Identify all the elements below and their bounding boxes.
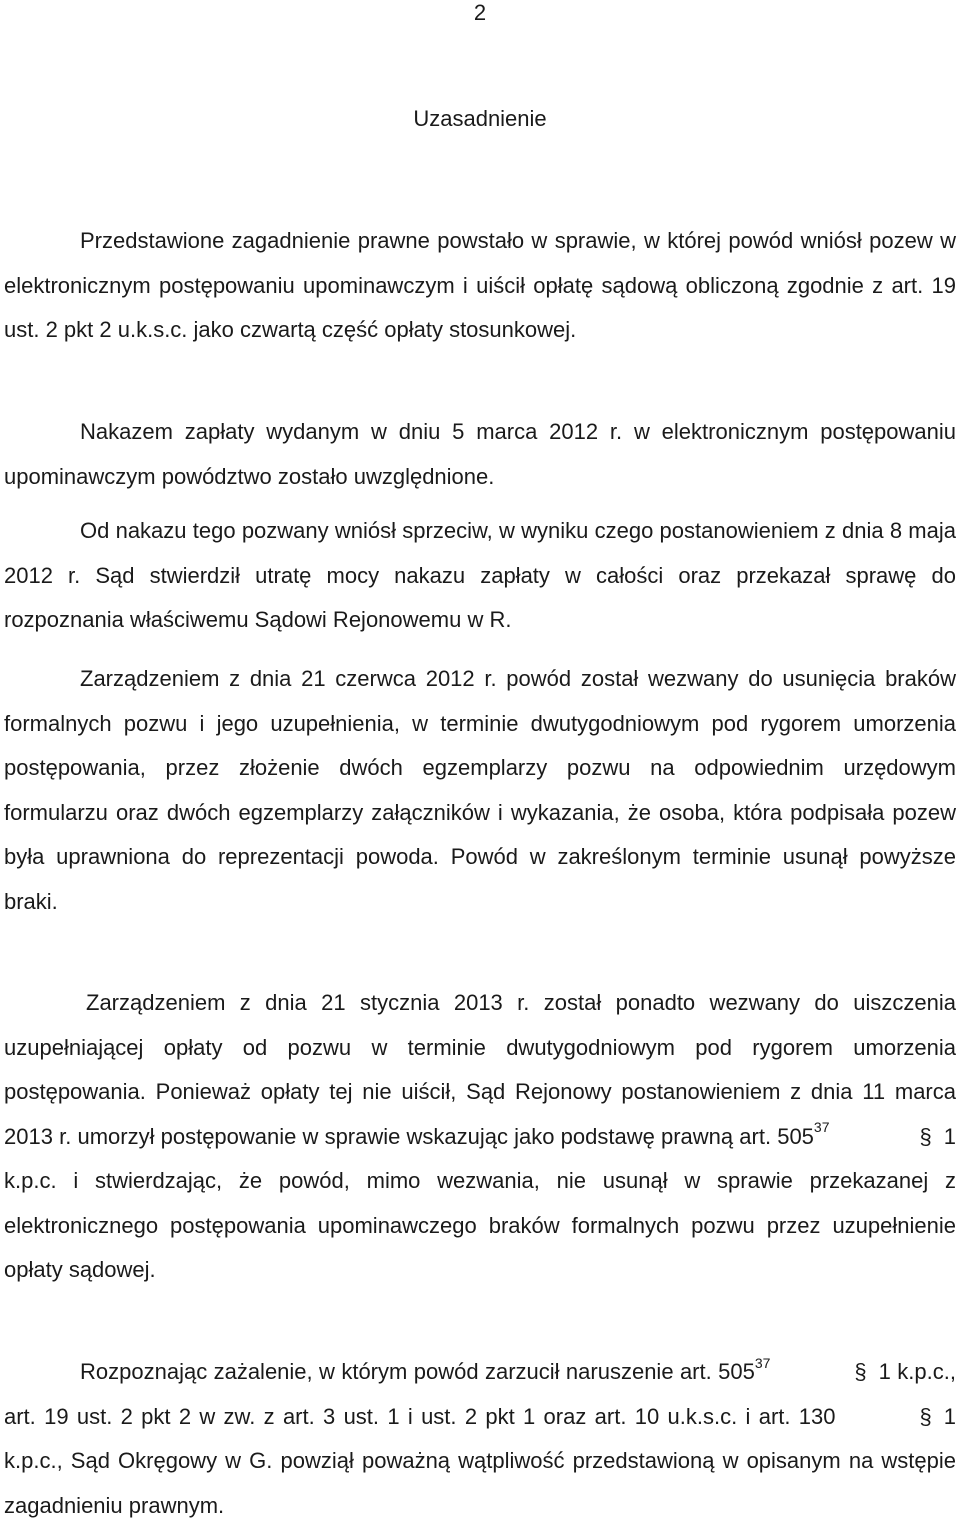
paragraph-2: Nakazem zapłaty wydanym w dniu 5 marca 2012 r. w elektronicznym postępowaniu upominawczym powództwo zostało uwzględnione. bbox=[4, 419, 956, 489]
section-sign-icon: § bbox=[919, 1123, 932, 1149]
section-sign-icon: § bbox=[919, 1403, 932, 1429]
paragraph-3: Od nakazu tego pozwany wniósł sprzeciw, w wyniku czego postanowieniem z dnia 8 maja 2012 r. Sąd stwierdził utratę mocy nakazu zapłaty w całości oraz przekazał sprawę do rozpoznania właściwemu Sądowi Rejonowemu w R. bbox=[4, 518, 956, 632]
paragraph-6-text-c: 1 k.p.c., Sąd Okręgowy w G. powziął poważną wątpliwość przedstawioną w opisanym na wstępie zagadnieniu prawnym. bbox=[4, 1403, 956, 1518]
paragraph-6-text-a: Rozpoznając zażalenie, w którym powód zarzucił naruszenie art. 505 bbox=[80, 1359, 755, 1384]
section-sign-icon: § bbox=[854, 1359, 867, 1384]
superscript-37: 37 bbox=[754, 1354, 771, 1371]
page-number: 2 bbox=[473, 0, 487, 25]
paragraph-1: Przedstawione zagadnienie prawne powstało w sprawie, w której powód wniósł pozew w elektronicznym postępowaniu upominawczym i uiścił opłatę sądową obliczoną zgodnie z art. 19 ust. 2 pkt 2 u.k.s.c. jako czwartą część opłaty stosunkowej. bbox=[4, 228, 956, 342]
superscript-37: 37 bbox=[813, 1119, 830, 1136]
paragraph-5-text-b: 1 k.p.c. i stwierdzając, że powód, mimo wezwania, nie usunął w sprawie przekazanej z elektronicznego postępowania upominawczego braków formalnych pozwu przez uzupełnienie opłaty sądowej. bbox=[4, 1123, 956, 1282]
paragraph-5 bbox=[4, 981, 956, 1293]
paragraph-5-text-a: Zarządzeniem z dnia 21 stycznia 2013 r. został ponadto wezwany do uiszczenia uzupełniającej opłaty od pozwu w terminie dwutygodniowym pod rygorem umorzenia postępowania. Ponieważ opłaty tej nie uiścił, Sąd Rejonowy postanowieniem z dnia 11 marca 2013 r. umorzył postępowanie w sprawie wskazując jako podstawę prawną art. 505 bbox=[4, 990, 956, 1149]
document-heading: Uzasadnienie bbox=[413, 106, 547, 131]
paragraph-4: Zarządzeniem z dnia 21 czerwca 2012 r. powód został wezwany do usunięcia braków formalnych pozwu i jego uzupełnienia, w terminie dwutygodniowym pod rygorem umorzenia postępowania, przez złożenie dwóch egzemplarzy pozwu na odpowiednim urzędowym formularzu oraz dwóch egzemplarzy załączników i wykazania, że osoba, która podpisała pozew była uprawniona do reprezentacji powoda. Powód w zakreślonym terminie usunął powyższe braki. bbox=[4, 666, 956, 914]
paragraph-6-text-b: 1 k.p.c., art. 19 ust. 2 pkt 2 w zw. z art. 3 ust. 1 i ust. 2 pkt 1 oraz art. 10 u.k.s.c. i art. 130 bbox=[4, 1359, 956, 1429]
paragraph-6 bbox=[4, 1350, 956, 1528]
